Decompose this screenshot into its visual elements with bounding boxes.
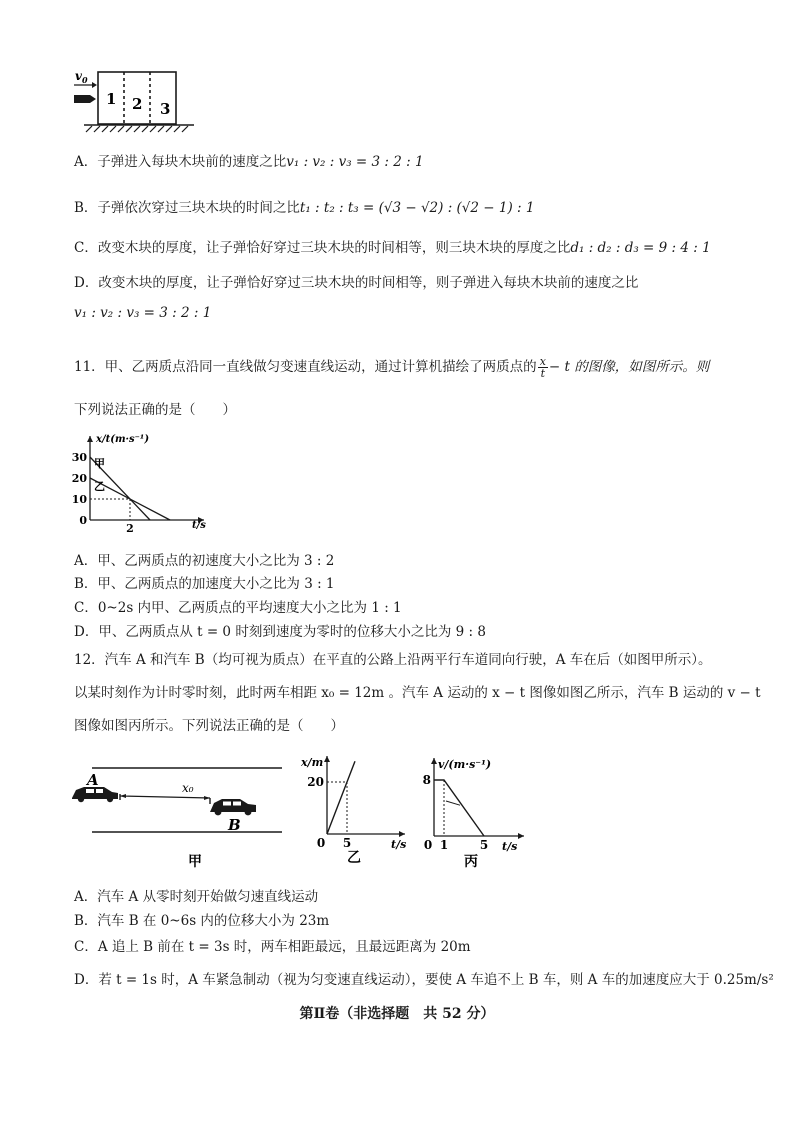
q10-option-b: B．子弹依次穿过三块木块的时间之比t₁ : t₂ : t₃ = (√3 − √2) : (√2 − 1) : 1 [74,200,535,216]
q11-option-a: A．甲、乙两质点的初速度大小之比为 3 : 2 [74,553,335,569]
series-line [327,761,355,834]
y-axis-label: x/t(m·s⁻¹) [96,434,150,445]
y-axis-arrow-icon [324,756,330,762]
car-a-label: A [87,771,99,789]
q11-stem: 11．甲、乙两质点沿同一直线做匀变速直线运动，通过计算机描绘了两质点的 $\frac{x}{t}$ − t 的图像，如图所示。则 [74,355,710,380]
y-axis-label: x/m [301,756,324,769]
q10-option-a: A．子弹进入每块木块前的速度之比v₁ : v₂ : v₃ = 3 : 2 : 1 [74,154,424,170]
series-line [434,780,484,836]
y-tick-label: 8 [422,773,431,787]
q10-option-d: D．改变木块的厚度，让子弹恰好穿过三块木块的时间相等，则子弹进入每块木块前的速度之比 [74,275,639,291]
q10-option-c: C．改变木块的厚度，让子弹恰好穿过三块木块的时间相等，则三块木块的厚度之比d₁ : d₂ : d₃ = 9 : 4 : 1 [74,240,711,256]
q12-stem-2: 以某时刻作为计时零时刻，此时两车相距 x₀ = 12m 。汽车 A 运动的 x − t 图像如图乙所示，汽车 B 运动的 v − t [74,685,761,701]
blocks-figure [70,64,210,134]
x-tick-label: 2 [126,522,134,535]
xt-t-chart [72,430,212,535]
x-axis-label: t/s [192,520,206,531]
block-label-1: 1 [106,90,117,108]
x-tick-label: 1 [439,838,449,852]
y-tick-label: 0 [79,514,87,527]
q11-option-b: B．甲、乙两质点的加速度大小之比为 3 : 1 [74,576,335,592]
q10-option-d-cont: v₁ : v₂ : v₃ = 3 : 2 : 1 [74,305,212,321]
q12-stem-1: 12．汽车 A 和汽车 B（均可视为质点）在平直的公路上沿两平行车道同向行驶，A 车在后（如图甲所示）。 [74,652,712,668]
x-axis-label: t/s [391,838,407,851]
q11-option-c: C．0~2s 内甲、乙两质点的平均速度大小之比为 1 : 1 [74,600,402,616]
y-tick-label: 30 [72,451,87,464]
y-axis-arrow-icon [431,758,437,764]
block-label-3: 3 [160,100,171,118]
bullet-icon [74,95,96,103]
origin-label: 0 [316,836,326,850]
car-b-label: B [228,816,241,834]
v0-label: $v_0$ [75,69,88,85]
q11-option-d: D．甲、乙两质点从 t = 0 时刻到速度为零时的位移大小之比为 9 : 8 [74,624,486,640]
x0-dimension [120,796,210,798]
xt-fraction: $\frac{x}{t}$ [539,355,546,380]
ground-hatching [86,126,188,132]
x-tick-label: 5 [479,838,489,852]
x-axis-label: t/s [502,840,518,853]
y-tick-label: 10 [72,493,87,506]
q12-option-d: D．若 t = 1s 时，A 车紧急制动（视为匀变速直线运动），要使 A 车追不上 B 车，则 A 车的加速度应大于 0.25m/s² [74,972,774,988]
y-tick-label: 20 [72,472,87,485]
figure-jia-caption: 甲 [188,854,202,870]
xt-chart [297,750,417,870]
origin-label: 0 [423,838,433,852]
road-figure [70,754,290,874]
q12-option-c: C．A 追上 B 前在 t = 3s 时，两车相距最远，且最远距离为 20m [74,939,471,955]
q11-stem-cont: 下列说法正确的是（ ） [74,402,236,418]
x-axis-arrow-icon [518,833,524,839]
series-label-2: 乙 [94,480,105,493]
figure-yi-caption: 乙 [347,850,361,866]
q12-option-a: A．汽车 A 从零时刻开始做匀速直线运动 [74,889,319,905]
car-a-icon [72,787,118,802]
x0-label: x₀ [182,781,194,795]
block-label-2: 2 [132,95,143,113]
section-title: 第Ⅱ卷（非选择题 共 52 分） [299,1006,495,1022]
annotation-mark [446,801,460,805]
series-label-1: 甲 [94,457,105,470]
q12-option-b: B．汽车 B 在 0~6s 内的位移大小为 23m [74,913,330,929]
x-axis-arrow-icon [399,831,405,837]
car-b-icon [210,799,256,815]
y-tick-label: 20 [307,775,324,789]
x-tick-label: 5 [342,836,352,850]
q12-stem-3: 图像如图丙所示。下列说法正确的是（ ） [74,718,344,734]
y-axis-arrow-icon [87,436,93,442]
figure-bing-caption: 丙 [464,854,478,870]
y-axis-label: v/(m·s⁻¹) [438,758,492,771]
vt-chart [420,752,530,872]
